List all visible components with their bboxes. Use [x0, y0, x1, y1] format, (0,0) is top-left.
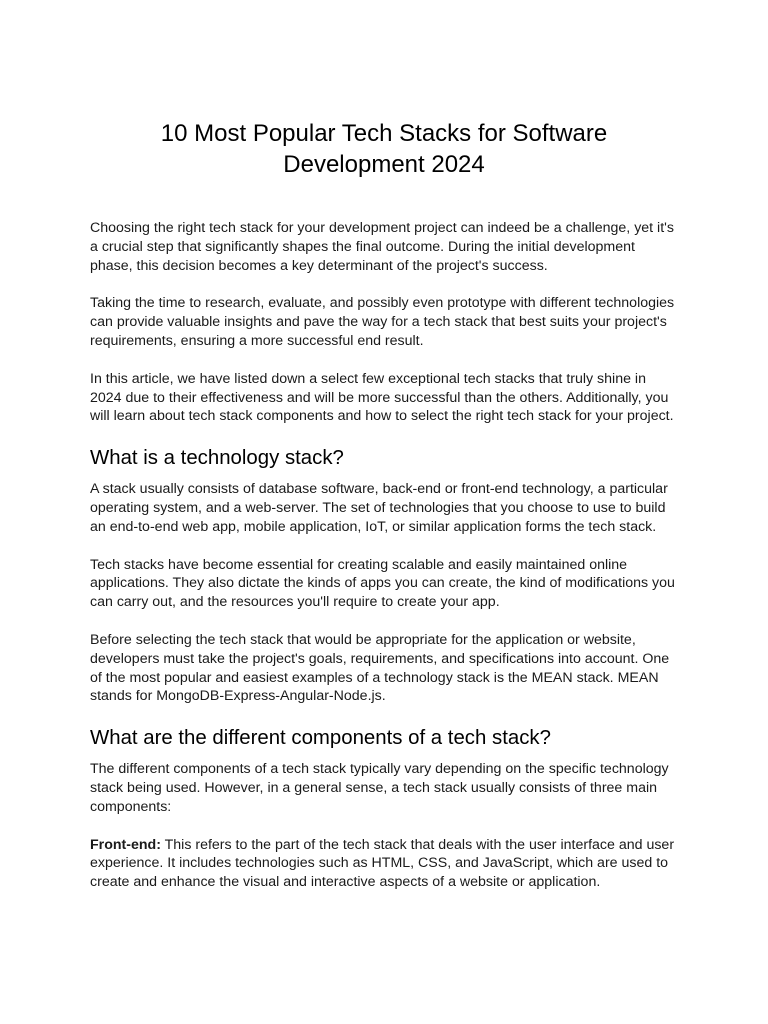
- intro-paragraph-3: In this article, we have listed down a select few exceptional tech stacks that truly shine in 2024 due to their effectiveness and will be more successful than the others. Additionally, you will learn about tech stack components and how to select the right tech stack for your project.: [90, 370, 674, 425]
- section-1-paragraph-1: A stack usually consists of database software, back-end or front-end technology, a particular operating system, and a web-server. The set of technologies that you choose to use to build an end-to-end web app, mobile application, IoT, or similar application forms the tech stack.: [90, 481, 668, 535]
- section-heading-technology-stack: What is a technology stack?: [90, 447, 344, 470]
- frontend-text: This refers to the part of the tech stack that deals with the user interface and user experience. It includes technologies such as HTML, CSS, and JavaScript, which are used to create and enhance the visual and interactive aspects of a website or application.: [90, 836, 675, 891]
- title-line-2: Development 2024: [283, 151, 485, 178]
- intro-paragraph-2: Taking the time to research, evaluate, and possibly even prototype with different technologies can provide valuable insights and pave the way for a tech stack that best suits your project's requirements, ensuring a more successful end result.: [90, 295, 675, 349]
- frontend-paragraph: [90, 836, 678, 892]
- document-title: [90, 118, 678, 180]
- document-body: [90, 219, 678, 892]
- section-1-paragraph-2: Tech stacks have become essential for creating scalable and easily maintained online applications. They also dictate the kinds of apps you can create, the kind of modifications you can carry out, and the resources you'll require to create your app.: [90, 556, 675, 611]
- frontend-label: Front-end:: [90, 836, 161, 853]
- section-1-paragraph-3: Before selecting the tech stack that would be appropriate for the application or website, developers must take the project's goals, requirements, and specifications into account. One of the most popular and easiest examples of a technology stack is the MEAN stack. MEAN stands for MongoDB-Express-Angular-Node.js.: [90, 631, 670, 705]
- title-line-1: 10 Most Popular Tech Stacks for Software: [160, 120, 608, 147]
- intro-paragraph-1: Choosing the right tech stack for your development project can indeed be a challenge, yet it's a crucial step that significantly shapes the final outcome. During the initial development phase, this decision becomes a key determinant of the project's success.: [90, 220, 674, 274]
- section-2-paragraph-1: The different components of a tech stack typically vary depending on the specific technology stack being used. However, in a general sense, a tech stack usually consists of three main components:: [90, 761, 669, 815]
- section-heading-components: What are the different components of a tech stack?: [90, 727, 551, 750]
